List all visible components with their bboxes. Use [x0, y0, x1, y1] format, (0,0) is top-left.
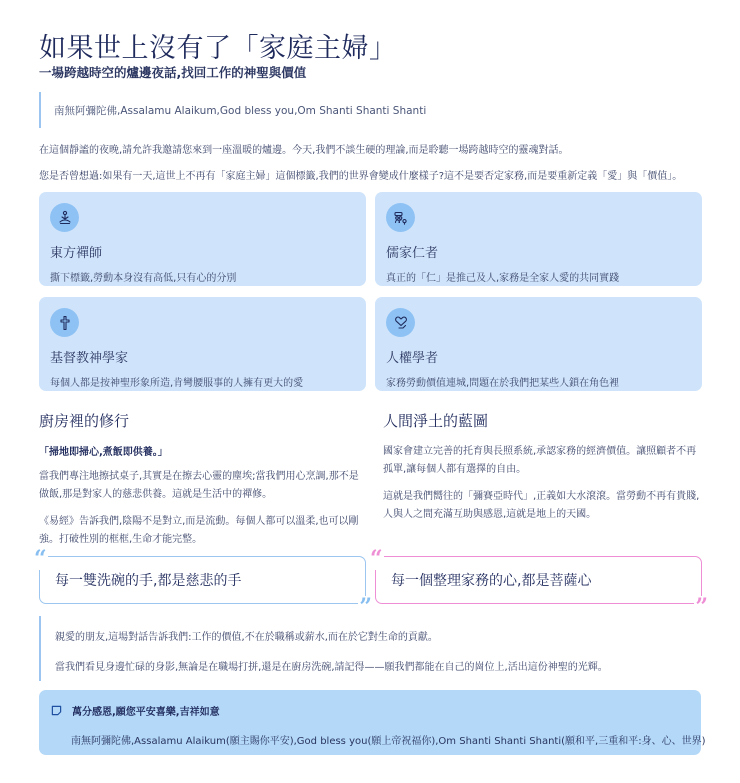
note-icon: [51, 705, 62, 716]
closing-blockquote: [39, 616, 608, 681]
pull-quote-text: 每一雙洗碗的手,都是慈悲的手: [55, 573, 242, 589]
meditation-icon: [50, 203, 79, 232]
pull-quote-blue: [34, 546, 372, 620]
heart-hand-icon: [386, 308, 415, 337]
section-paragraph: 國家會建立完善的托育與長照系統,承認家務的經濟價值。讓照顧者不再孤單,讓每個人都有選擇的自由。: [383, 446, 697, 475]
open-quote-icon: “: [370, 546, 383, 572]
blessing-blockquote: [39, 92, 426, 128]
card-christian-theologian: [39, 297, 366, 391]
intro-paragraph: 在這個靜謐的夜晚,請允許我邀請您來到一座溫暖的爐邊。今天,我們不談生硬的理論,而是聆聽一場跨越時空的靈魂對話。: [39, 145, 569, 156]
callout-title: 萬分感恩,願您平安喜樂,吉祥如意: [72, 707, 220, 718]
section-lead-quote: 「掃地即掃心,煮飯即供養。」: [39, 447, 168, 458]
card-confucian: [375, 192, 702, 286]
cross-icon: [50, 308, 79, 337]
section-paragraph: 《易經》告訴我們,陰陽不是對立,而是流動。每個人都可以溫柔,也可以剛強。打破性別的框框,生命才能完整。: [39, 516, 359, 545]
page-subtitle: 一場跨越時空的爐邊夜話,找回工作的神聖與價值: [39, 65, 307, 80]
close-quote-icon: ”: [695, 594, 708, 620]
section-paragraph: 這就是我們嚮往的「彌賽亞時代」,正義如大水滾滾。當勞動不再有貴賤,人與人之間充滿互助與感恩,這就是地上的天國。: [383, 491, 700, 520]
pull-quote-pink: [370, 546, 708, 620]
card-description: 真正的「仁」是推己及人,家務是全家人愛的共同實踐: [386, 273, 620, 284]
card-title: 東方禪師: [50, 246, 103, 261]
callout-header: [51, 703, 689, 718]
card-description: 家務勞動價值連城,問題在於我們把某些人鎖在角色裡: [386, 378, 620, 389]
pull-quote-text: 每一個整理家務的心,都是菩薩心: [391, 573, 592, 589]
page-title: 如果世上沒有了「家庭主婦」: [39, 33, 397, 64]
blessing-text: 南無阿彌陀佛,Assalamu Alaikum,God bless you,Om Shanti Shanti Shanti: [54, 104, 427, 117]
section-pure-land-blueprint: [383, 410, 703, 533]
section-heading: 人間淨土的藍圖: [383, 412, 489, 430]
close-quote-icon: ”: [359, 594, 372, 620]
section-heading: 廚房裡的修行: [39, 412, 130, 430]
card-title: 基督教神學家: [50, 351, 129, 366]
section-kitchen-practice: [39, 410, 359, 558]
card-title: 人權學者: [386, 351, 439, 366]
intro-paragraph: 您是否曾想過:如果有一天,這世上不再有「家庭主婦」這個標籤,我們的世界會變成什麼樣子?這不是要否定家務,而是要重新定義「愛」與「價值」。: [39, 171, 683, 182]
closing-paragraph: 當我們看見身邊忙碌的身影,無論是在職場打拼,還是在廚房洗碗,請記得——願我們都能在自己的崗位上,活出這份神聖的光輝。: [55, 662, 608, 673]
card-human-rights-scholar: [375, 297, 702, 391]
section-paragraph: 當我們專注地擦拭桌子,其實是在擦去心靈的塵埃;當我們用心烹調,那不是做飯,那是對家人的慈悲供養。這就是生活中的禪修。: [39, 471, 359, 500]
card-description: 每個人都是按神聖形象所造,肯彎腰服事的人擁有更大的愛: [50, 378, 304, 389]
blessing-callout: [39, 690, 706, 755]
callout-body: 南無阿彌陀佛,Assalamu Alaikum(願主賜你平安),God bless you(願上帝祝福你),Om Shanti Shanti Shanti(願和平,三重和平:身、心、世界): [71, 736, 706, 747]
open-quote-icon: “: [34, 546, 47, 572]
closing-paragraph: 親愛的朋友,這場對話告訴我們:工作的價值,不在於職稱或薪水,而在於它對生命的貢獻。: [55, 632, 438, 643]
card-title: 儒家仁者: [386, 246, 439, 261]
card-description: 撕下標籤,勞動本身沒有高低,只有心的分別: [50, 273, 237, 284]
card-eastern-zen-master: [39, 192, 366, 286]
family-icon: [386, 203, 415, 232]
